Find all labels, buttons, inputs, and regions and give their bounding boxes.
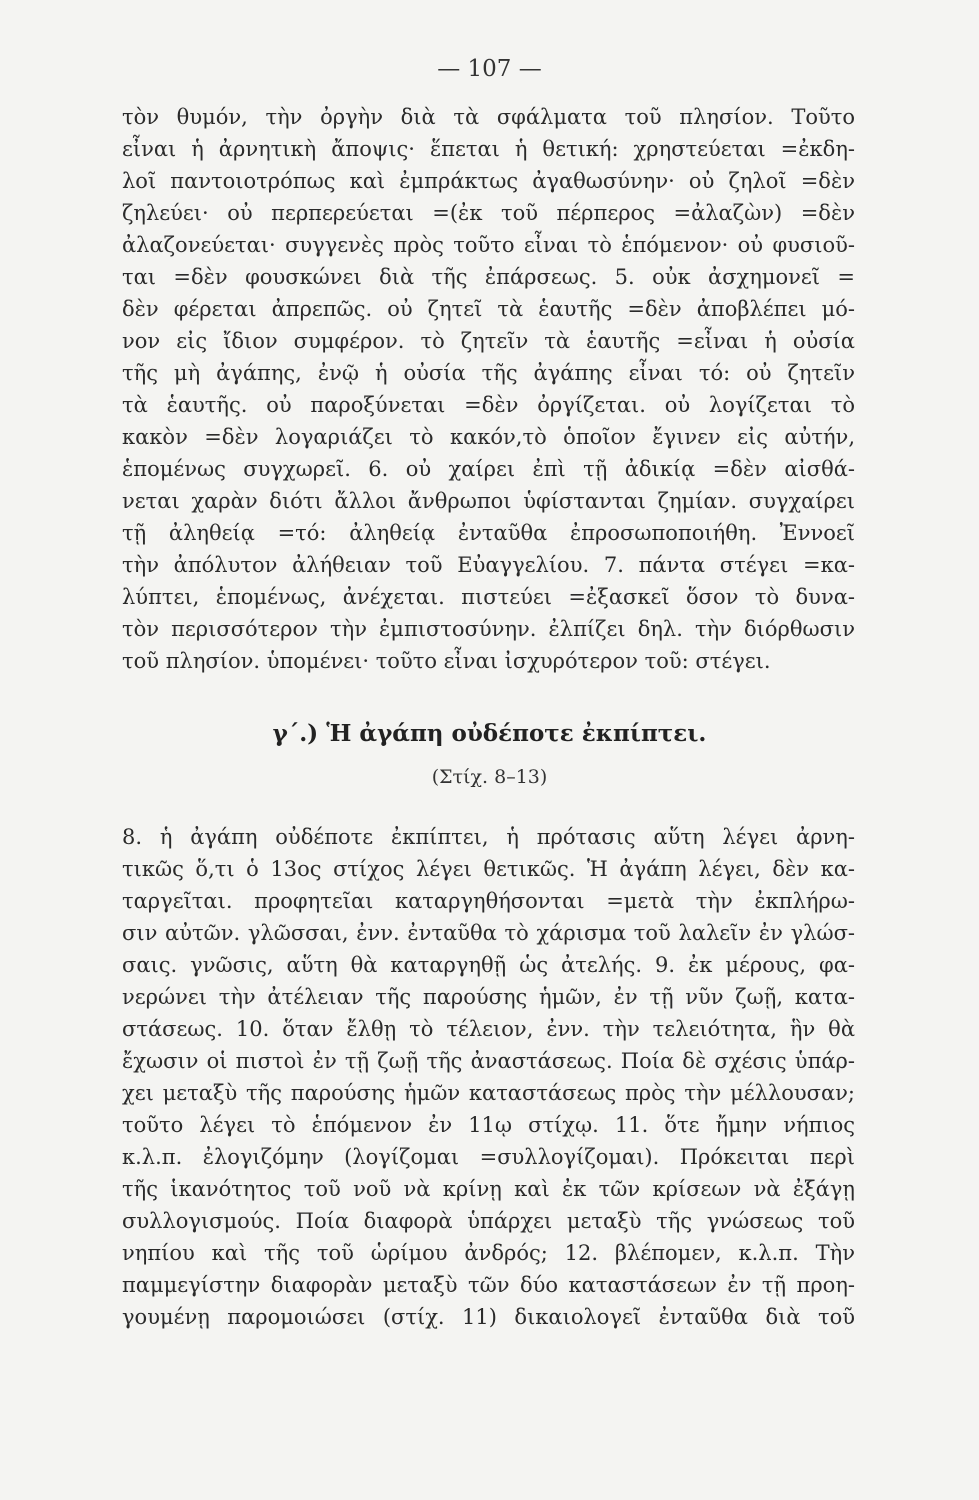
section-heading: γ΄.) Ἡ ἀγάπη οὐδέποτε ἐκπίπτει. xyxy=(272,720,707,747)
text-line: στάσεως. 10. ὅταν ἔλθῃ τὸ τέλειον, ἐνν. τὴν τελειότητα, ἣν θὰ xyxy=(122,1017,855,1041)
text-line: λοῖ παντοιοτρόπως καὶ ἐμπράκτως ἀγαθωσύνην· οὐ ζηλοῖ =δὲν xyxy=(122,169,855,193)
text-line: τὸν περισσότερον τὴν ἐμπιστοσύνην. ἐλπίζει δηλ. τὴν διόρθωσιν xyxy=(122,617,855,641)
text-line: ζηλεύει· οὐ περπερεύεται =(ἐκ τοῦ πέρπερος =ἀλαζὼν) =δὲν xyxy=(122,201,855,225)
text-line: ἀλαζονεύεται· συγγενὲς πρὸς τοῦτο εἶναι τὸ ἑπόμενον· οὐ φυσιοῦ- xyxy=(122,233,855,257)
text-line: ἑπομένως συγχωρεῖ. 6. οὐ χαίρει ἐπὶ τῇ ἀδικίᾳ =δὲν αἰσθά- xyxy=(122,457,855,481)
text-line: ἔχωσιν οἱ πιστοὶ ἐν τῇ ζωῇ τῆς ἀναστάσεως. Ποία δὲ σχέσις ὑπάρ- xyxy=(122,1049,855,1073)
text-line: κακὸν =δὲν λογαριάζει τὸ κακόν,τὸ ὁποῖον ἔγινεν εἰς αὐτήν, xyxy=(122,425,855,449)
text-line: συλλογισμούς. Ποία διαφορὰ ὑπάρχει μεταξὺ τῆς γνώσεως τοῦ xyxy=(122,1209,855,1233)
text-line: εἶναι ἡ ἀρνητικὴ ἄποψις· ἕπεται ἡ θετική: χρηστεύεται =ἐκδη- xyxy=(122,137,855,161)
text-line: λύπτει, ἑπομένως, ἀνέχεται. πιστεύει =ἐξασκεῖ ὅσον τὸ δυνα- xyxy=(122,585,855,609)
text-line: γουμένῃ παρομοιώσει (στίχ. 11) δικαιολογεῖ ἐνταῦθα διὰ τοῦ xyxy=(122,1305,855,1329)
text-line: σιν αὐτῶν. γλῶσσαι, ἐνν. ἐνταῦθα τὸ χάρισμα τοῦ λαλεῖν ἐν γλώσ- xyxy=(122,921,855,945)
text-line: παμμεγίστην διαφορὰν μεταξὺ τῶν δύο καταστάσεων ἐν τῇ προη- xyxy=(122,1273,855,1297)
text-line: νηπίου καὶ τῆς τοῦ ὡρίμου ἀνδρός; 12. βλέπομεν, κ.λ.π. Τὴν xyxy=(122,1241,855,1265)
text-line: τοῦ πλησίον. ὑπομένει· τοῦτο εἶναι ἰσχυρότερον τοῦ: στέγει. xyxy=(122,649,771,673)
text-line: τῆς μὴ ἀγάπης, ἐνῷ ἡ οὐσία τῆς ἀγάπης εἶναι τό: οὐ ζητεῖν xyxy=(122,361,855,385)
text-line: τικῶς ὅ,τι ὁ 13ος στίχος λέγει θετικῶς. Ἡ ἀγάπη λέγει, δὲν κα- xyxy=(122,857,855,881)
text-line: τῆς ἱκανότητος τοῦ νοῦ νὰ κρίνῃ καὶ ἐκ τῶν κρίσεων νὰ ἐξάγῃ xyxy=(122,1177,855,1201)
text-line: τοῦτο λέγει τὸ ἑπόμενον ἐν 11ῳ στίχῳ. 11. ὅτε ἤμην νήπιος xyxy=(122,1113,855,1137)
text-line: νον εἰς ἴδιον συμφέρον. τὸ ζητεῖν τὰ ἑαυτῆς =εἶναι ἡ οὐσία xyxy=(122,329,855,353)
text-line: κ.λ.π. ἐλογιζόμην (λογίζομαι =συλλογίζομαι). Πρόκειται περὶ xyxy=(122,1145,855,1169)
section-subheading: (Στίχ. 8–13) xyxy=(431,766,548,788)
text-line: ται =δὲν φουσκώνει διὰ τῆς ἐπάρσεως. 5. οὐκ ἀσχημονεῖ = xyxy=(122,265,855,289)
text-line: χει μεταξὺ τῆς παρούσης ἡμῶν καταστάσεως πρὸς τὴν μέλλουσαν; xyxy=(122,1081,855,1105)
text-line: σαις. γνῶσις, αὕτη θὰ καταργηθῇ ὡς ἀτελής. 9. ἐκ μέρους, φα- xyxy=(122,953,855,977)
text-line: ταργεῖται. προφητεῖαι καταργηθήσονται =μετὰ τὴν ἐκπλήρω- xyxy=(122,889,855,913)
text-line: τὸν θυμόν, τὴν ὀργὴν διὰ τὰ σφάλματα τοῦ πλησίον. Τοῦτο xyxy=(122,105,855,129)
text-line: νερώνει τὴν ἀτέλειαν τῆς παρούσης ἡμῶν, ἐν τῇ νῦν ζωῇ, κατα- xyxy=(122,985,855,1009)
text-line: τῇ ἀληθείᾳ =τό: ἀληθείᾳ ἐνταῦθα ἐπροσωποποιήθη. Ἐννοεῖ xyxy=(122,521,855,545)
text-line: δὲν φέρεται ἀπρεπῶς. οὐ ζητεῖ τὰ ἑαυτῆς =δὲν ἀποβλέπει μό- xyxy=(122,297,855,321)
text-line: νεται χαρὰν διότι ἄλλοι ἄνθρωποι ὑφίστανται ζημίαν. συγχαίρει xyxy=(122,489,855,513)
text-line: τὴν ἀπόλυτον ἀλήθειαν τοῦ Εὐαγγελίου. 7. πάντα στέγει =κα- xyxy=(122,553,855,577)
text-line: 8. ἡ ἀγάπη οὐδέποτε ἐκπίπτει, ἡ πρότασις αὕτη λέγει ἀρνη- xyxy=(122,825,855,849)
page-number: — 107 — xyxy=(437,56,542,82)
text-line: τὰ ἑαυτῆς. οὐ παροξύνεται =δὲν ὀργίζεται. οὐ λογίζεται τὸ xyxy=(122,393,855,417)
